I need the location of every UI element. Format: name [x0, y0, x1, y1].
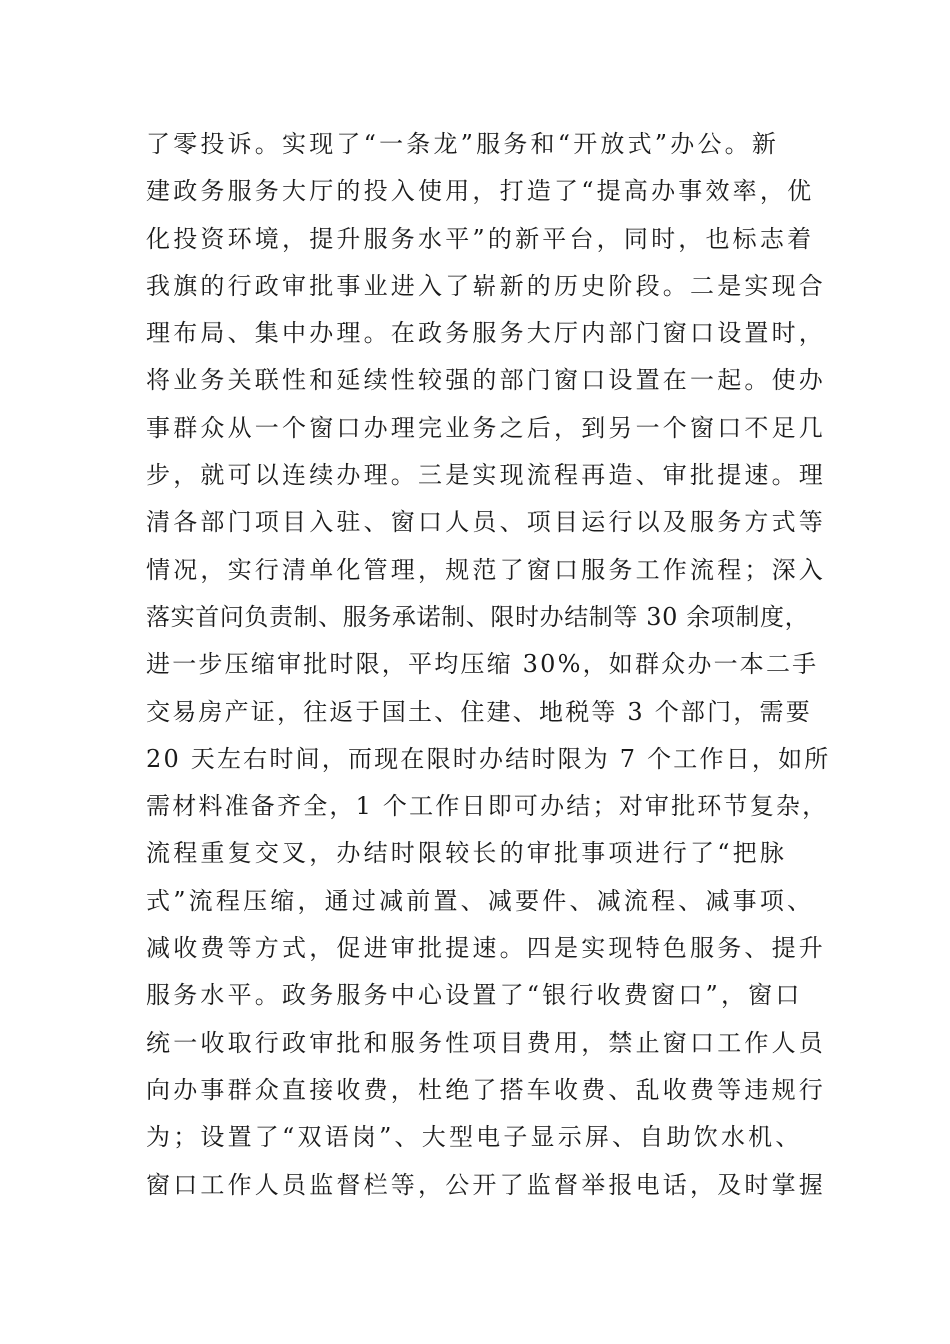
- text-line: 减收费等方式，促进审批提速。四是实现特色服务、提升: [146, 934, 826, 963]
- text-line: 了零投诉。实现了“一条龙”服务和“开放式”办公。新: [146, 130, 780, 158]
- text-line: 清各部门项目入驻、窗口人员、项目运行以及服务方式等: [146, 508, 826, 537]
- body-paragraph: [146, 121, 831, 1209]
- text-line: 需材料准备齐全，1 个工作日即可办结；对审批环节复杂，: [146, 792, 829, 821]
- text-line: 窗口工作人员监督栏等，公开了监督举报电话，及时掌握: [146, 1170, 826, 1199]
- text-line: 式”流程压缩，通过减前置、减要件、减流程、减事项、: [146, 886, 815, 915]
- text-line: 20 天左右时间，而现在限时办结时限为 7 个工作日，如所: [146, 744, 831, 773]
- text-line: 服务水平。政务服务中心设置了“银行收费窗口”，窗口: [146, 981, 803, 1010]
- text-line: 步，就可以连续办理。三是实现流程再造、审批提速。理: [146, 461, 826, 490]
- text-line: 进一步压缩审批时限，平均压缩 30%，如群众办一本二手: [146, 650, 819, 679]
- text-line: 统一收取行政审批和服务性项目费用，禁止窗口工作人员: [146, 1028, 826, 1057]
- text-line: 为；设置了“双语岗”、大型电子显示屏、自助饮水机、: [146, 1123, 803, 1152]
- text-line: 将业务关联性和延续性较强的部门窗口设置在一起。使办: [146, 366, 826, 395]
- text-line: 流程重复交叉，办结时限较长的审批事项进行了“把脉: [146, 839, 788, 868]
- text-line: 落实首问负责制、服务承诺制、限时办结制等 30 余项制度，: [146, 602, 810, 631]
- text-line: 向办事群众直接收费，杜绝了搭车收费、乱收费等违规行: [146, 1075, 826, 1104]
- text-line: 建政务服务大厅的投入使用，打造了“提高办事效率，优: [146, 177, 815, 206]
- text-line: 事群众从一个窗口办理完业务之后，到另一个窗口不足几: [146, 413, 826, 442]
- text-line: 交易房产证，往返于国土、住建、地税等 3 个部门，需要: [146, 697, 812, 726]
- text-line: 我旗的行政审批事业进入了崭新的历史阶段。二是实现合: [146, 271, 826, 300]
- text-line: 理布局、集中办理。在政务服务大厅内部门窗口设置时，: [146, 319, 826, 348]
- text-line: 情况，实行清单化管理，规范了窗口服务工作流程；深入: [146, 555, 826, 584]
- text-line: 化投资环境，提升服务水平”的新平台，同时，也标志着: [146, 224, 815, 253]
